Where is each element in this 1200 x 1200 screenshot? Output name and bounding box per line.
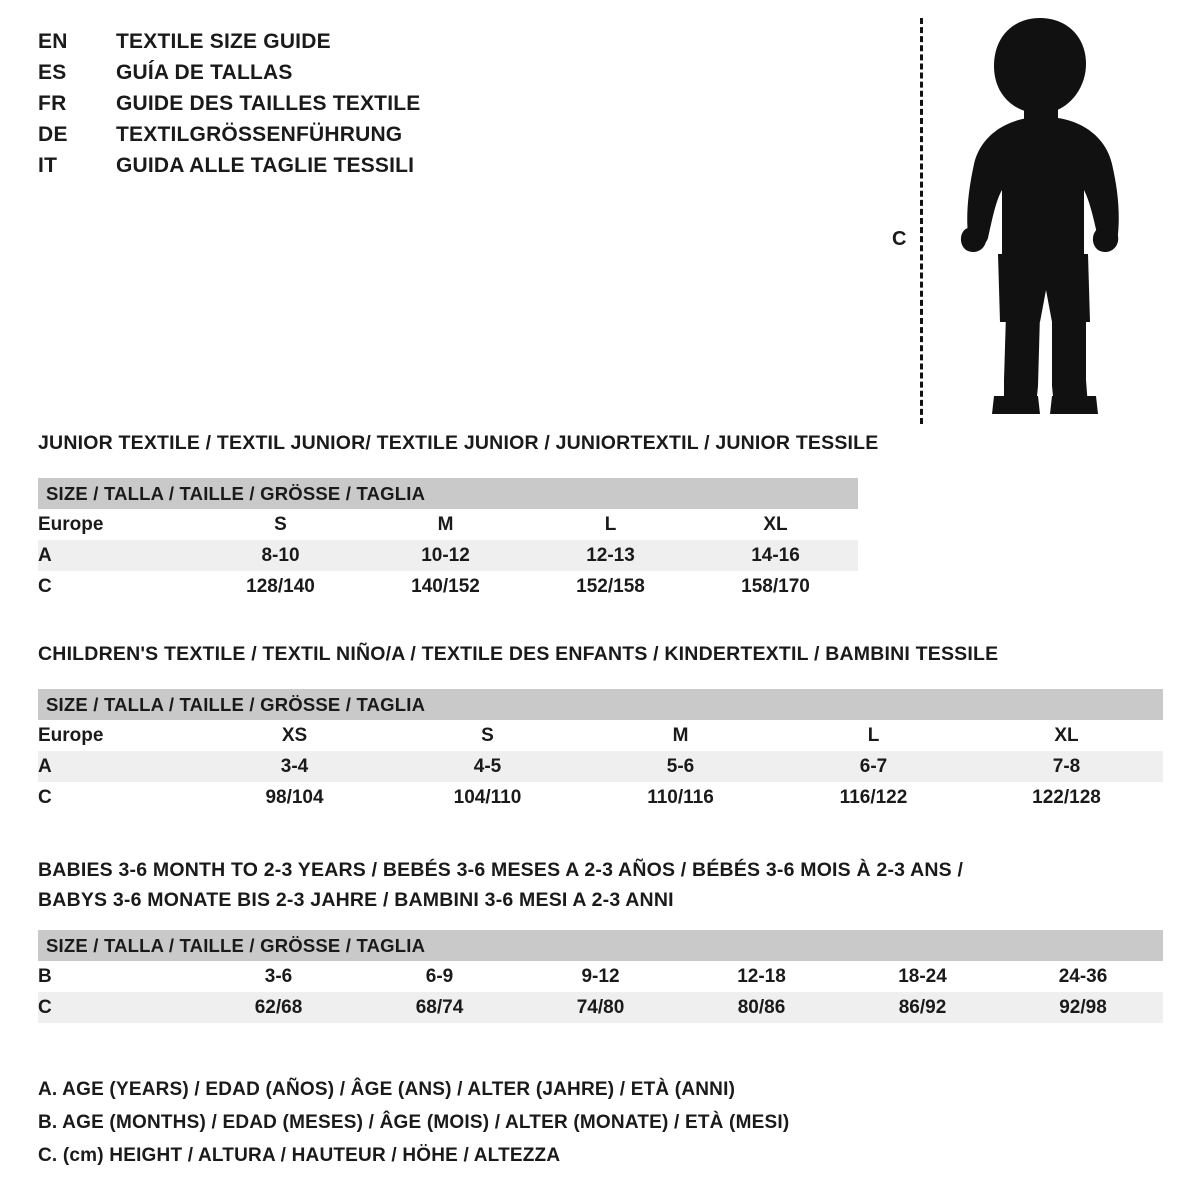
cell-value: 140/152 [363, 571, 528, 602]
cell-value: 152/158 [528, 571, 693, 602]
table-row [38, 961, 1163, 992]
cell-value: L [777, 720, 970, 751]
row-label: C [38, 992, 198, 1023]
babies-size-table [38, 930, 1163, 1023]
table-row [38, 571, 858, 602]
row-label: Europe [38, 720, 198, 751]
cell-value: 104/110 [391, 782, 584, 813]
cell-value: 12-13 [528, 540, 693, 571]
height-measure-figure [892, 10, 1142, 430]
cell-value: 3-6 [198, 961, 359, 992]
cell-value: XL [970, 720, 1163, 751]
section-title-children: CHILDREN'S TEXTILE / TEXTIL NIÑO/A / TEXTILE DES ENFANTS / KINDERTEXTIL / BAMBINI TESSILE [38, 643, 999, 665]
cell-value: 128/140 [198, 571, 363, 602]
babies-band-label: SIZE / TALLA / TAILLE / GRÖSSE / TAGLIA [38, 930, 1163, 961]
language-title: TEXTILE SIZE GUIDE [116, 30, 331, 53]
table-row [38, 751, 1163, 782]
cell-value: M [363, 509, 528, 540]
row-label: A [38, 540, 198, 571]
table-row [38, 540, 858, 571]
cell-value: S [391, 720, 584, 751]
children-band-label: SIZE / TALLA / TAILLE / GRÖSSE / TAGLIA [38, 689, 1163, 720]
cell-value: 110/116 [584, 782, 777, 813]
cell-value: 116/122 [777, 782, 970, 813]
section-title-babies-line2: BABYS 3-6 MONATE BIS 2-3 JAHRE / BAMBINI 3-6 MESI A 2-3 ANNI [38, 889, 674, 911]
junior-size-table [38, 478, 858, 602]
height-dashed-line [920, 18, 923, 424]
language-title: GUÍA DE TALLAS [116, 61, 293, 84]
language-title-block [38, 30, 598, 185]
legend-row-b: B. AGE (MONTHS) / EDAD (MESES) / ÂGE (MOIS) / ALTER (MONATE) / ETÀ (MESI) [38, 1112, 790, 1133]
cell-value: 24-36 [1003, 961, 1163, 992]
section-title-babies-line1: BABIES 3-6 MONTH TO 2-3 YEARS / BEBÉS 3-6 MESES A 2-3 AÑOS / BÉBÉS 3-6 MOIS À 2-3 ANS / [38, 859, 964, 881]
cell-value: 62/68 [198, 992, 359, 1023]
language-title: GUIDA ALLE TAGLIE TESSILI [116, 154, 415, 177]
cell-value: 7-8 [970, 751, 1163, 782]
cell-value: 6-9 [359, 961, 520, 992]
cell-value: 86/92 [842, 992, 1003, 1023]
language-row [38, 30, 598, 61]
children-size-table [38, 689, 1163, 813]
cell-value: XS [198, 720, 391, 751]
language-row [38, 154, 598, 185]
cell-value: 158/170 [693, 571, 858, 602]
language-title: GUIDE DES TAILLES TEXTILE [116, 92, 421, 115]
language-code: DE [38, 123, 68, 146]
legend-row-c: C. (cm) HEIGHT / ALTURA / HAUTEUR / HÖHE / ALTEZZA [38, 1145, 561, 1166]
junior-band-label: SIZE / TALLA / TAILLE / GRÖSSE / TAGLIA [38, 478, 858, 509]
row-label: C [38, 571, 198, 602]
row-label: B [38, 961, 198, 992]
cell-value: M [584, 720, 777, 751]
section-title-junior: JUNIOR TEXTILE / TEXTIL JUNIOR/ TEXTILE JUNIOR / JUNIORTEXTIL / JUNIOR TESSILE [38, 432, 879, 454]
row-label: A [38, 751, 198, 782]
cell-value: 8-10 [198, 540, 363, 571]
cell-value: L [528, 509, 693, 540]
language-row [38, 61, 598, 92]
cell-value: 6-7 [777, 751, 970, 782]
cell-value: 9-12 [520, 961, 681, 992]
cell-value: 98/104 [198, 782, 391, 813]
cell-value: 80/86 [681, 992, 842, 1023]
cell-value: 92/98 [1003, 992, 1163, 1023]
cell-value: S [198, 509, 363, 540]
legend-block [38, 1073, 1038, 1172]
table-row [38, 992, 1163, 1023]
cell-value: 4-5 [391, 751, 584, 782]
language-row [38, 92, 598, 123]
language-code: EN [38, 30, 68, 53]
table-row [38, 782, 1163, 813]
cell-value: 18-24 [842, 961, 1003, 992]
table-row [38, 720, 1163, 751]
table-header-band [38, 689, 1163, 720]
measure-label-c: C [892, 228, 907, 250]
section-title-babies [38, 855, 1018, 915]
language-title: TEXTILGRÖSSENFÜHRUNG [116, 123, 403, 146]
child-silhouette-icon [932, 14, 1132, 426]
cell-value: 10-12 [363, 540, 528, 571]
cell-value: 5-6 [584, 751, 777, 782]
language-code: ES [38, 61, 67, 84]
cell-value: 74/80 [520, 992, 681, 1023]
legend-row-a: A. AGE (YEARS) / EDAD (AÑOS) / ÂGE (ANS) / ALTER (JAHRE) / ETÀ (ANNI) [38, 1079, 736, 1100]
row-label: Europe [38, 509, 198, 540]
cell-value: 14-16 [693, 540, 858, 571]
cell-value: 3-4 [198, 751, 391, 782]
cell-value: XL [693, 509, 858, 540]
language-code: IT [38, 154, 58, 177]
table-header-band [38, 478, 858, 509]
language-row [38, 123, 598, 154]
cell-value: 68/74 [359, 992, 520, 1023]
table-header-band [38, 930, 1163, 961]
row-label: C [38, 782, 198, 813]
language-code: FR [38, 92, 67, 115]
table-row [38, 509, 858, 540]
cell-value: 122/128 [970, 782, 1163, 813]
cell-value: 12-18 [681, 961, 842, 992]
